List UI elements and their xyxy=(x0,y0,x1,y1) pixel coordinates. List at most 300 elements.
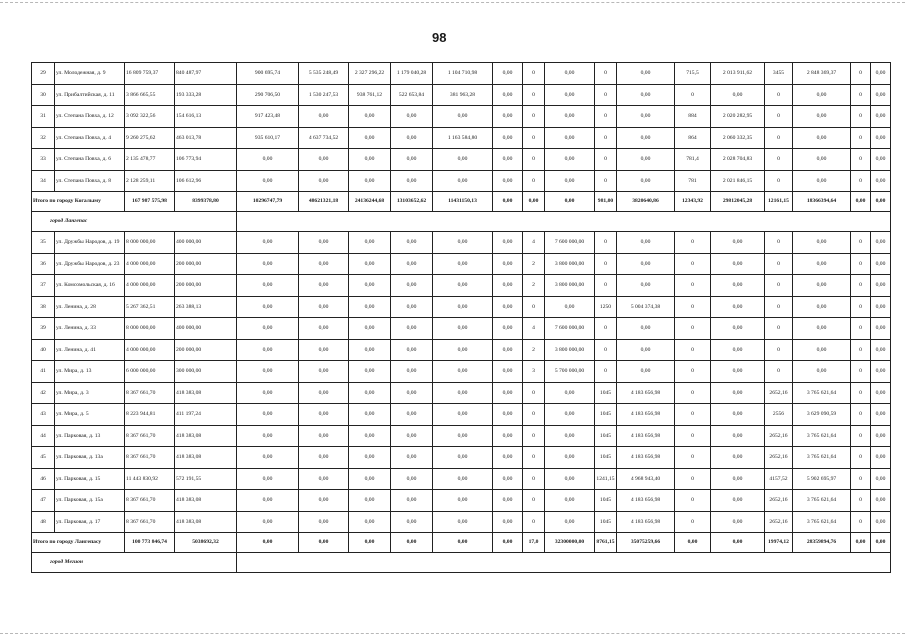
table-cell: 418 383,08 xyxy=(175,490,237,512)
table-cell: 0,00 xyxy=(871,170,891,192)
table-cell: 0 xyxy=(675,275,711,297)
table-cell: 0,00 xyxy=(493,275,523,297)
total-cell: 0,00 xyxy=(871,192,891,212)
table-cell: 290 706,50 xyxy=(237,84,299,106)
table-cell: 2 128 259,11 xyxy=(125,170,175,192)
table-cell: 0,00 xyxy=(299,511,349,533)
total-cell: 18366394,64 xyxy=(793,192,851,212)
table-cell: 0 xyxy=(851,149,871,171)
table-cell: 0,00 xyxy=(391,447,433,469)
table-row xyxy=(32,63,891,85)
table-cell: 46 xyxy=(32,468,55,490)
table-cell: 0,00 xyxy=(545,84,595,106)
table-cell: 2652,16 xyxy=(765,425,793,447)
table-cell: 0,00 xyxy=(237,318,299,340)
table-cell: 0 xyxy=(765,253,793,275)
table-cell: 8 367 661,70 xyxy=(125,490,175,512)
table-cell: 0,00 xyxy=(493,511,523,533)
table-cell: 0 xyxy=(523,84,545,106)
table-cell: 0,00 xyxy=(793,318,851,340)
total-cell: 32300000,00 xyxy=(545,533,595,553)
table-row xyxy=(32,382,891,404)
table-cell: 0,00 xyxy=(433,318,493,340)
table-cell: 0,00 xyxy=(299,170,349,192)
table-cell: 0 xyxy=(851,253,871,275)
table-cell: 463 013,78 xyxy=(175,127,237,149)
total-cell: 12161,15 xyxy=(765,192,793,212)
table-cell: 0 xyxy=(675,339,711,361)
table-cell: 200 000,00 xyxy=(175,339,237,361)
table-cell: 0 xyxy=(851,404,871,426)
table-cell: 0,00 xyxy=(793,232,851,254)
table-cell: ул. Мира, д. 5 xyxy=(55,404,125,426)
table-cell: 4 000 000,00 xyxy=(125,253,175,275)
city-heading: город Лангепас xyxy=(32,212,237,232)
table-cell: 0,00 xyxy=(545,63,595,85)
table-cell: ул. Степана Повха, д. 6 xyxy=(55,149,125,171)
table-cell: 0,00 xyxy=(545,127,595,149)
table-cell: 0,00 xyxy=(299,318,349,340)
table-cell: 0,00 xyxy=(871,425,891,447)
total-cell: 0,00 xyxy=(711,533,765,553)
table-cell: 43 xyxy=(32,404,55,426)
table-cell: 2 013 911,62 xyxy=(711,63,765,85)
table-cell: 0,00 xyxy=(617,275,675,297)
table-cell: 0 xyxy=(765,84,793,106)
table-cell: 2 028 704,83 xyxy=(711,149,765,171)
total-label: Итого по городу Когалыму xyxy=(32,192,125,212)
table-cell: 4 183 656,98 xyxy=(617,447,675,469)
table-cell: 1045 xyxy=(595,511,617,533)
table-cell: 0,00 xyxy=(545,404,595,426)
table-cell: 418 383,08 xyxy=(175,382,237,404)
table-cell: 0,00 xyxy=(391,275,433,297)
table-cell: 0,00 xyxy=(493,127,523,149)
total-cell: 19974,12 xyxy=(765,533,793,553)
table-cell: 0,00 xyxy=(871,127,891,149)
table-cell: 0,00 xyxy=(793,361,851,383)
table-cell: 0,00 xyxy=(871,84,891,106)
table-cell: 5 700 000,00 xyxy=(545,361,595,383)
total-label: Итого по городу Лангепасу xyxy=(32,533,125,553)
city-heading: город Мегион xyxy=(32,553,237,573)
table-cell: 0,00 xyxy=(391,253,433,275)
table-cell: 0,00 xyxy=(493,382,523,404)
table-cell: 33 xyxy=(32,149,55,171)
table-cell: 41 xyxy=(32,361,55,383)
table-cell: 0 xyxy=(765,296,793,318)
table-cell: 0,00 xyxy=(433,490,493,512)
total-cell: 3820640,86 xyxy=(617,192,675,212)
table-cell: ул. Парковая, д. 13а xyxy=(55,447,125,469)
table-cell: 0,00 xyxy=(711,490,765,512)
table-cell: 4 000 000,00 xyxy=(125,275,175,297)
table-cell: 0,00 xyxy=(711,511,765,533)
table-cell: 7 600 000,00 xyxy=(545,318,595,340)
table-row xyxy=(32,468,891,490)
total-cell: 0,00 xyxy=(545,192,595,212)
table-cell: 0,00 xyxy=(493,106,523,128)
table-cell: 0 xyxy=(765,149,793,171)
table-cell: 1045 xyxy=(595,404,617,426)
table-row xyxy=(32,318,891,340)
table-cell: 263 388,13 xyxy=(175,296,237,318)
table-cell: 0,00 xyxy=(493,63,523,85)
table-cell: 0,00 xyxy=(349,339,391,361)
table-cell: 0 xyxy=(851,232,871,254)
total-cell: 0,00 xyxy=(851,533,871,553)
total-cell: 24136244,68 xyxy=(349,192,391,212)
table-cell: 1 163 584,80 xyxy=(433,127,493,149)
table-cell: 0,00 xyxy=(545,170,595,192)
table-cell: 0,00 xyxy=(237,275,299,297)
table-cell: 0,00 xyxy=(493,361,523,383)
table-cell: 0,00 xyxy=(793,106,851,128)
table-cell: 0 xyxy=(523,127,545,149)
table-cell: 0 xyxy=(765,361,793,383)
scan-top-line xyxy=(0,2,905,4)
table-cell: 0,00 xyxy=(871,511,891,533)
table-cell: 0,00 xyxy=(433,425,493,447)
table-cell: 781 xyxy=(675,170,711,192)
table-cell: 1 104 710,98 xyxy=(433,63,493,85)
table-cell: 0,00 xyxy=(237,490,299,512)
table-cell: 4157,52 xyxy=(765,468,793,490)
table-cell: 42 xyxy=(32,382,55,404)
table-cell: 4 637 734,52 xyxy=(299,127,349,149)
table-cell: ул. Степана Повха, д. 8 xyxy=(55,170,125,192)
table-cell: 0,00 xyxy=(237,253,299,275)
table-cell: 0,00 xyxy=(391,149,433,171)
table-cell: ул. Степана Повха, д. 12 xyxy=(55,106,125,128)
table-cell: 0 xyxy=(851,84,871,106)
table-cell: 0,00 xyxy=(349,127,391,149)
table-cell: 0,00 xyxy=(711,339,765,361)
table-cell: 0 xyxy=(851,447,871,469)
table-cell: 0,00 xyxy=(349,296,391,318)
table-cell: 0 xyxy=(523,63,545,85)
table-cell: 0,00 xyxy=(493,404,523,426)
table-cell: 0 xyxy=(851,490,871,512)
table-cell: 0 xyxy=(595,106,617,128)
table-cell: 840 487,97 xyxy=(175,63,237,85)
table-cell: 0,00 xyxy=(793,253,851,275)
total-cell: 981,00 xyxy=(595,192,617,212)
total-cell: 11431150,13 xyxy=(433,192,493,212)
table-cell: 0 xyxy=(595,361,617,383)
table-cell: 4 968 943,40 xyxy=(617,468,675,490)
table-cell: 0,00 xyxy=(871,382,891,404)
table-cell: 0 xyxy=(595,149,617,171)
table-cell: 0,00 xyxy=(349,170,391,192)
table-cell: 0,00 xyxy=(493,149,523,171)
table-cell: 0,00 xyxy=(433,232,493,254)
table-cell: 0,00 xyxy=(349,425,391,447)
table-cell: 0 xyxy=(595,253,617,275)
total-cell: 35075259,66 xyxy=(617,533,675,553)
table-cell: 0,00 xyxy=(545,106,595,128)
table-cell: 0 xyxy=(523,149,545,171)
table-cell: 0,00 xyxy=(391,170,433,192)
table-cell: 0 xyxy=(675,361,711,383)
table-cell: 0,00 xyxy=(349,149,391,171)
table-cell: 0 xyxy=(595,63,617,85)
table-cell: 0,00 xyxy=(299,468,349,490)
table-cell: 0 xyxy=(851,361,871,383)
table-cell: 418 383,08 xyxy=(175,511,237,533)
table-cell: 0,00 xyxy=(871,318,891,340)
table-cell: 0,00 xyxy=(871,447,891,469)
table-cell: 0,00 xyxy=(237,232,299,254)
table-cell: 0,00 xyxy=(391,404,433,426)
table-cell: 0 xyxy=(851,63,871,85)
table-cell: 0,00 xyxy=(299,447,349,469)
table-cell: 0 xyxy=(851,425,871,447)
table-cell: 2 020 282,95 xyxy=(711,106,765,128)
table-cell: 0,00 xyxy=(617,127,675,149)
table-cell: 300 000,00 xyxy=(175,361,237,383)
table-cell: 0 xyxy=(675,84,711,106)
table-cell: 0,00 xyxy=(349,382,391,404)
table-row xyxy=(32,296,891,318)
table-cell: ул. Парковая, д. 15 xyxy=(55,468,125,490)
table-cell: 418 383,08 xyxy=(175,447,237,469)
table-cell: 35 xyxy=(32,232,55,254)
table-cell: ул. Мира, д. 13 xyxy=(55,361,125,383)
table-cell: 0 xyxy=(765,170,793,192)
table-cell: 2652,16 xyxy=(765,511,793,533)
table-row xyxy=(32,170,891,192)
table-cell: 0,00 xyxy=(545,511,595,533)
table-cell: 0,00 xyxy=(391,296,433,318)
table-cell: 0,00 xyxy=(871,296,891,318)
table-cell: 1250 xyxy=(595,296,617,318)
table-cell: 0,00 xyxy=(237,361,299,383)
table-cell: 0 xyxy=(595,170,617,192)
table-cell: 1045 xyxy=(595,490,617,512)
table-cell: 0,00 xyxy=(299,425,349,447)
table-cell: 0,00 xyxy=(433,339,493,361)
table-cell: 4 183 656,98 xyxy=(617,404,675,426)
table-cell: 45 xyxy=(32,447,55,469)
table-row xyxy=(32,275,891,297)
city-heading-row xyxy=(32,212,891,232)
table-cell: 0,00 xyxy=(433,170,493,192)
table-cell: 2 021 846,15 xyxy=(711,170,765,192)
table-cell: 0,00 xyxy=(711,468,765,490)
table-cell: 0 xyxy=(523,468,545,490)
total-cell: 0,00 xyxy=(433,533,493,553)
table-cell: 3 800 000,00 xyxy=(545,339,595,361)
table-cell: 0,00 xyxy=(391,232,433,254)
table-cell: 2652,16 xyxy=(765,382,793,404)
table-cell: 522 653,84 xyxy=(391,84,433,106)
table-cell: 0 xyxy=(765,127,793,149)
table-cell: 0,00 xyxy=(299,296,349,318)
table-cell: 0,00 xyxy=(433,468,493,490)
table-cell: 0,00 xyxy=(711,425,765,447)
table-cell: ул. Парковая, д. 17 xyxy=(55,511,125,533)
table-cell: 0,00 xyxy=(391,318,433,340)
table-cell: ул. Комсомольская, д. 16 xyxy=(55,275,125,297)
table-cell: 0,00 xyxy=(349,447,391,469)
table-cell: 0,00 xyxy=(711,232,765,254)
table-cell: 0,00 xyxy=(793,296,851,318)
table-cell: 3455 xyxy=(765,63,793,85)
table-cell: 0,00 xyxy=(493,253,523,275)
table-cell: 0,00 xyxy=(391,468,433,490)
table-cell: 0,00 xyxy=(237,149,299,171)
table-cell: 864 xyxy=(675,127,711,149)
table-cell: 0 xyxy=(675,447,711,469)
table-cell: ул. Степана Повха, д. 4 xyxy=(55,127,125,149)
table-cell: 900 695,74 xyxy=(237,63,299,85)
total-cell: 167 987 575,98 xyxy=(125,192,175,212)
table-cell: 0,00 xyxy=(299,382,349,404)
table-cell: 8 000 000,00 xyxy=(125,232,175,254)
table-cell: 0 xyxy=(523,447,545,469)
table-cell: 0,00 xyxy=(871,106,891,128)
table-cell: 0,00 xyxy=(545,382,595,404)
table-cell: 0,00 xyxy=(433,382,493,404)
table-cell: 0 xyxy=(523,490,545,512)
table-cell: 0,00 xyxy=(349,511,391,533)
table-cell: ул. Дружбы Народов, д. 19 xyxy=(55,232,125,254)
table-cell: 0,00 xyxy=(391,490,433,512)
table-cell: 8 367 661,70 xyxy=(125,511,175,533)
table-row xyxy=(32,447,891,469)
table-cell: 0,00 xyxy=(299,106,349,128)
table-cell: 0,00 xyxy=(493,490,523,512)
table-cell: 1 179 040,28 xyxy=(391,63,433,85)
table-cell: 0,00 xyxy=(237,382,299,404)
table-cell: 0,00 xyxy=(871,149,891,171)
table-cell: 0,00 xyxy=(793,339,851,361)
table-cell: 0,00 xyxy=(493,468,523,490)
table-cell: 9 260 275,62 xyxy=(125,127,175,149)
city-heading-filler xyxy=(237,212,891,232)
table-cell: 0 xyxy=(675,490,711,512)
housing-program-table xyxy=(31,62,891,573)
table-cell: 4 183 656,98 xyxy=(617,425,675,447)
table-cell: 0 xyxy=(595,232,617,254)
table-cell: 1 530 247,53 xyxy=(299,84,349,106)
table-cell: 0 xyxy=(675,382,711,404)
table-cell: 11 443 830,92 xyxy=(125,468,175,490)
table-cell: 8 367 661,70 xyxy=(125,447,175,469)
table-cell: 938 761,12 xyxy=(349,84,391,106)
total-cell: 0,00 xyxy=(493,192,523,212)
table-cell: 418 383,08 xyxy=(175,425,237,447)
table-cell: 0 xyxy=(851,339,871,361)
table-cell: 2 135 478,77 xyxy=(125,149,175,171)
table-row xyxy=(32,404,891,426)
table-cell: 0,00 xyxy=(237,447,299,469)
table-cell: 0,00 xyxy=(793,275,851,297)
table-cell: 0,00 xyxy=(545,490,595,512)
table-cell: 0,00 xyxy=(871,232,891,254)
table-cell: 0 xyxy=(851,511,871,533)
table-cell: 0,00 xyxy=(793,149,851,171)
table-cell: 0,00 xyxy=(299,253,349,275)
table-cell: 0,00 xyxy=(617,170,675,192)
table-cell: 0 xyxy=(851,127,871,149)
table-cell: 0,00 xyxy=(299,361,349,383)
table-cell: 0,00 xyxy=(617,63,675,85)
table-cell: 0,00 xyxy=(391,382,433,404)
table-cell: 0,00 xyxy=(493,339,523,361)
table-cell: 0,00 xyxy=(617,339,675,361)
table-cell: 2 xyxy=(523,339,545,361)
table-cell: 2 xyxy=(523,253,545,275)
table-cell: 917 423,48 xyxy=(237,106,299,128)
table-cell: 3 765 621,64 xyxy=(793,511,851,533)
table-body xyxy=(32,63,891,573)
total-cell: 0,00 xyxy=(391,533,433,553)
total-row xyxy=(32,533,891,553)
table-cell: 31 xyxy=(32,106,55,128)
table-cell: 6 000 000,00 xyxy=(125,361,175,383)
table-cell: 0,00 xyxy=(493,318,523,340)
total-cell: 10296747,79 xyxy=(237,192,299,212)
table-cell: 381 963,28 xyxy=(433,84,493,106)
table-cell: 0,00 xyxy=(711,382,765,404)
table-cell: 400 000,00 xyxy=(175,318,237,340)
table-cell: 400 000,00 xyxy=(175,232,237,254)
table-cell: 935 610,17 xyxy=(237,127,299,149)
table-cell: 2 848 369,37 xyxy=(793,63,851,85)
total-cell: 5038692,32 xyxy=(175,533,237,553)
table-cell: 0 xyxy=(675,296,711,318)
table-cell: 0,00 xyxy=(237,511,299,533)
table-cell: 0,00 xyxy=(793,84,851,106)
table-cell: 0,00 xyxy=(871,404,891,426)
table-cell: 0 xyxy=(765,106,793,128)
table-cell: 40 xyxy=(32,339,55,361)
table-cell: 0,00 xyxy=(617,253,675,275)
table-row xyxy=(32,511,891,533)
table-cell: 0 xyxy=(675,468,711,490)
table-cell: 0,00 xyxy=(617,149,675,171)
table-row xyxy=(32,106,891,128)
table-cell: 1045 xyxy=(595,447,617,469)
table-cell: 0,00 xyxy=(617,361,675,383)
table-cell: 0 xyxy=(675,404,711,426)
table-cell: 0,00 xyxy=(391,106,433,128)
table-cell: 4 xyxy=(523,232,545,254)
table-cell: ул. Ленина, д. 28 xyxy=(55,296,125,318)
table-cell: 1045 xyxy=(595,425,617,447)
table-cell: 3 765 621,64 xyxy=(793,490,851,512)
table-cell: 0 xyxy=(765,232,793,254)
table-cell: 0,00 xyxy=(299,404,349,426)
table-cell: 572 191,55 xyxy=(175,468,237,490)
table-cell: 781,4 xyxy=(675,149,711,171)
table-cell: 0,00 xyxy=(391,339,433,361)
table-cell: 0 xyxy=(765,339,793,361)
table-cell: 0,00 xyxy=(871,468,891,490)
table-cell: 3 629 090,59 xyxy=(793,404,851,426)
total-cell: 8399378,80 xyxy=(175,192,237,212)
table-cell: 0 xyxy=(851,106,871,128)
total-cell: 0,00 xyxy=(237,533,299,553)
table-cell: 0,00 xyxy=(237,404,299,426)
table-cell: 0 xyxy=(675,253,711,275)
table-cell: ул. Парковая, д. 13 xyxy=(55,425,125,447)
table-cell: 5 004 374,38 xyxy=(617,296,675,318)
table-row xyxy=(32,84,891,106)
table-cell: 2556 xyxy=(765,404,793,426)
